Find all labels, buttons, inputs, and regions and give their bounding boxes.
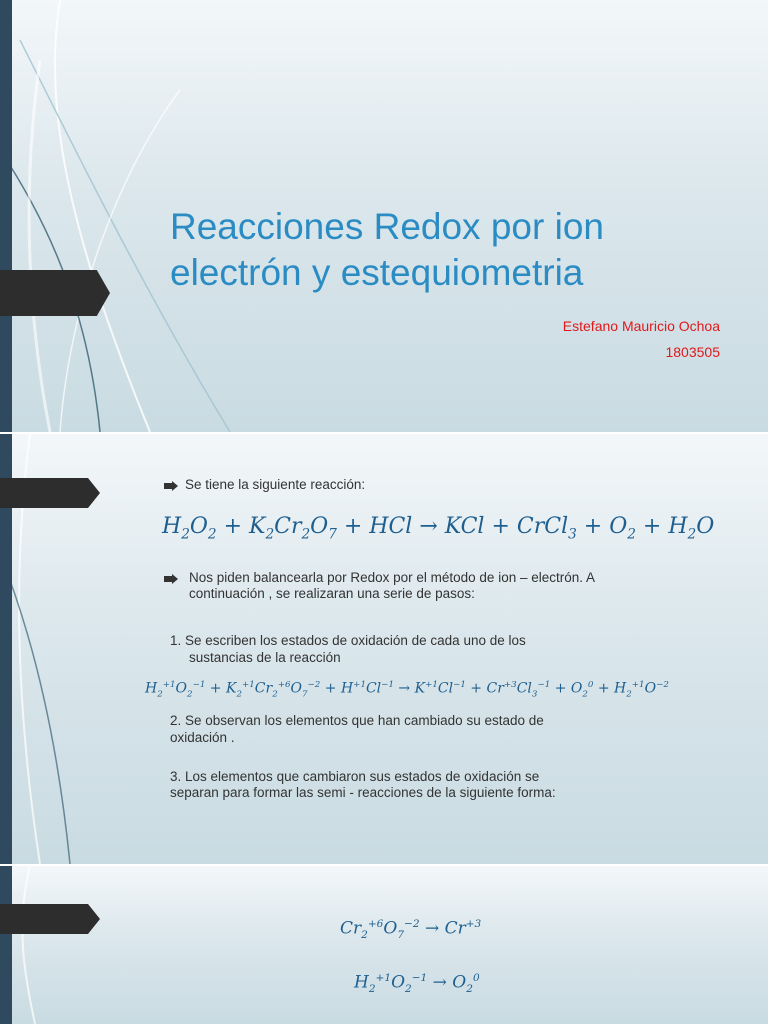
bullet-arrow-icon [164, 481, 178, 491]
bullet-arrow-icon [164, 574, 178, 584]
side-bar [0, 0, 12, 432]
step3-line1: 3. Los elementos que cambiaron sus estados de oxidación se [170, 769, 540, 784]
half-reaction-2: $H_2^{+1}O_2^{-1} \to O_2^0$ [354, 972, 480, 996]
reaction-equation: $H_2O_2 + K_2Cr_2O_7$ + HCl → KCl + CrCl$_3$ + $O_2 + H_2O$ [162, 514, 715, 543]
step1-line1: 1. Se escriben los estados de oxidación de cada uno de los [170, 633, 526, 648]
slide-title-text [170, 204, 730, 296]
bullet2-line1: Nos piden balancearla por Redox por el método de ion – electrón. A [189, 570, 596, 585]
step2-line2: oxidación . [170, 730, 235, 745]
arrow-marker [0, 478, 100, 508]
author-block [420, 313, 720, 365]
student-id: 1803505 [665, 344, 720, 360]
title-line-1: Reacciones Redox por ion [170, 206, 604, 247]
step3-line2: separan para formar las semi - reacciones de la siguiente forma: [170, 785, 556, 800]
decorative-curves [0, 866, 120, 1024]
arrow-marker [0, 270, 110, 316]
title-line-2: electrón y estequiometria [170, 252, 584, 293]
step1-line2: sustancias de la reacción [189, 650, 341, 665]
slide-steps [0, 434, 768, 864]
slide-title [0, 0, 768, 432]
step2-line1: 2. Se observan los elementos que han cambiado su estado de [170, 713, 544, 728]
oxidation-states-equation: $H_2^{+1}O_2^{-1} + K_2^{+1}Cr_2^{+6}O_7^{-2} + H^{+1}Cl^{-1} \to K^{+1}Cl^{-1} + Cr^{+3}Cl_3^{-1} + O_2^0 + H_2^{+1}O^{-2}$ [145, 680, 669, 700]
intro-text: Se tiene la siguiente reacción: [185, 477, 366, 492]
arrow-marker [0, 904, 100, 934]
side-bar [0, 866, 12, 1024]
half-reaction-1: $Cr_2^{+6}O_7^{-2} \to Cr^{+3}$ [340, 918, 482, 942]
author-name: Estefano Mauricio Ochoa [562, 318, 720, 334]
slide-half-reactions [0, 866, 768, 1024]
bullet2-line2: continuación , se realizaran una serie de pasos: [189, 586, 475, 601]
